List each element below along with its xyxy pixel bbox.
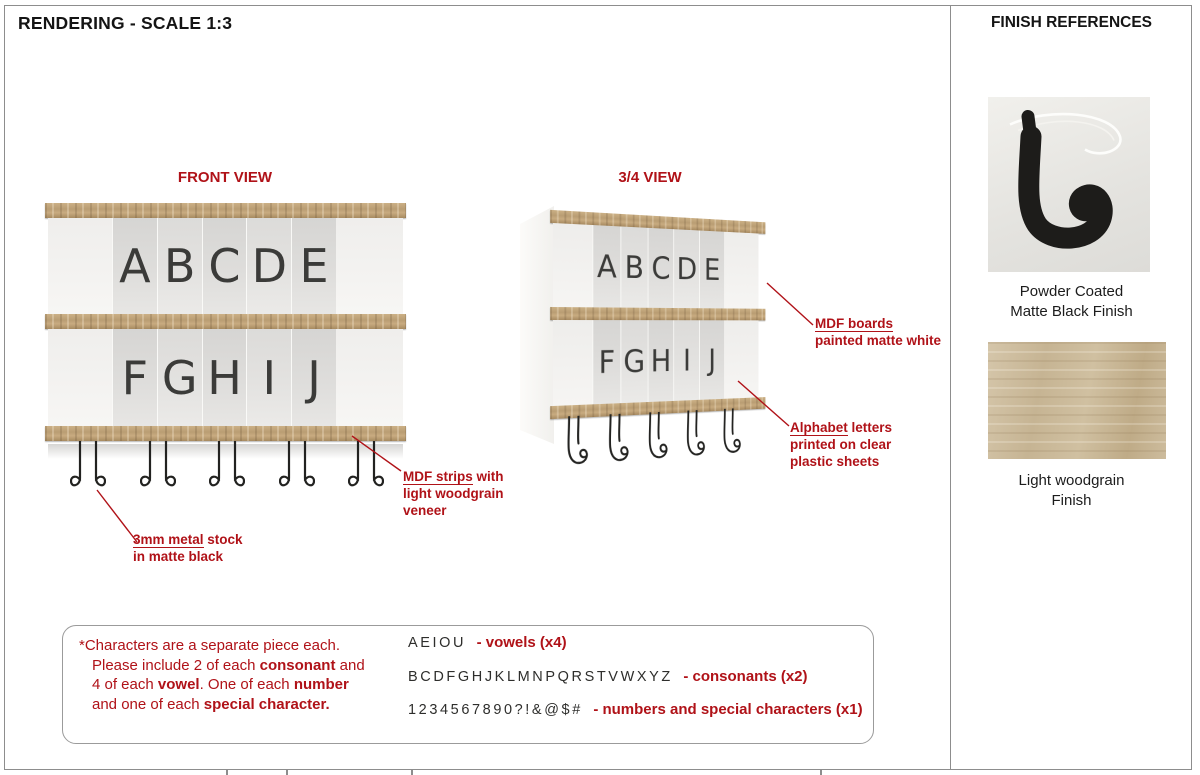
hook-icon bbox=[140, 441, 176, 495]
tile-letter: B bbox=[163, 239, 196, 293]
notes-line: 4 of each bbox=[92, 676, 158, 693]
letter-tile bbox=[246, 329, 291, 426]
hook-icon bbox=[604, 413, 631, 471]
caption-line: Finish bbox=[1051, 492, 1092, 509]
tq-letter-row-2 bbox=[553, 320, 758, 406]
annotation-text: plastic sheets bbox=[790, 454, 880, 469]
hook-icon bbox=[719, 408, 743, 462]
front-letter-row-1 bbox=[48, 218, 403, 314]
char-key-numbers bbox=[408, 701, 863, 719]
hook-icon bbox=[279, 441, 315, 495]
notes-bold: special character. bbox=[203, 695, 330, 713]
annotation-underlined: MDF strips bbox=[403, 469, 473, 484]
wood-strip-bottom bbox=[45, 426, 406, 441]
char-set: AEIOU bbox=[408, 635, 467, 651]
char-key-vowels bbox=[408, 634, 567, 652]
annotation-alphabet-letters bbox=[790, 419, 892, 470]
letter-tile bbox=[620, 320, 647, 403]
annotation-mdf-strips bbox=[403, 468, 504, 519]
notes-text bbox=[79, 636, 392, 714]
tile-letter: A bbox=[596, 247, 617, 286]
letter-tile bbox=[699, 230, 724, 308]
finish-caption-woodgrain bbox=[955, 471, 1188, 511]
hook-icon bbox=[563, 415, 591, 474]
table-tick bbox=[286, 769, 288, 775]
tq-letter-row-1 bbox=[553, 223, 758, 309]
tile-letter: G bbox=[161, 350, 198, 405]
annotation-underlined: Alphabet bbox=[790, 420, 848, 435]
letter-tile bbox=[647, 320, 673, 402]
tile-letter: I bbox=[682, 342, 691, 379]
tile-letter: J bbox=[307, 350, 321, 405]
char-set: 1234567890?!&@$# bbox=[408, 702, 583, 718]
annotation-text: in matte black bbox=[133, 549, 224, 564]
annotation-underlined: MDF boards bbox=[815, 316, 894, 331]
char-set-label: - numbers and special characters (x1) bbox=[593, 701, 863, 718]
annotation-mdf-boards bbox=[815, 315, 941, 349]
letter-tile bbox=[291, 329, 336, 426]
char-set-label: - vowels (x4) bbox=[476, 634, 567, 651]
letter-tile bbox=[647, 228, 673, 308]
notes-bold: vowel bbox=[157, 676, 200, 693]
letter-tile bbox=[592, 320, 620, 404]
letter-tile bbox=[157, 218, 202, 314]
notes-line: and one of each bbox=[92, 695, 204, 713]
char-set-label: - consonants (x2) bbox=[683, 668, 808, 685]
wood-strip-middle bbox=[550, 307, 765, 320]
letter-tile bbox=[202, 218, 247, 314]
char-set: BCDFGHJKLMNPQRSTVWXYZ bbox=[408, 669, 673, 685]
tile-letter: H bbox=[650, 342, 672, 380]
hook-icon bbox=[348, 441, 384, 495]
notes-line: and bbox=[335, 656, 365, 674]
letter-tile bbox=[157, 329, 202, 426]
hook-icon bbox=[209, 441, 245, 495]
three-quarter-view-label: 3/4 VIEW bbox=[618, 169, 682, 186]
table-tick bbox=[411, 769, 413, 775]
tile-letter: H bbox=[207, 350, 242, 405]
annotation-text: veneer bbox=[403, 503, 447, 518]
tile-letter: C bbox=[651, 249, 671, 287]
letter-tile bbox=[291, 218, 336, 314]
tile-letter: A bbox=[119, 239, 151, 293]
front-view-label: FRONT VIEW bbox=[177, 169, 273, 186]
tile-letter: F bbox=[598, 343, 616, 381]
letter-tile bbox=[112, 329, 157, 426]
page-title: RENDERING - SCALE 1:3 bbox=[18, 13, 233, 33]
table-tick bbox=[226, 769, 228, 775]
tile-letter: E bbox=[703, 251, 721, 288]
annotation-text: with bbox=[472, 469, 504, 484]
letter-tile bbox=[674, 229, 700, 308]
hook-icon bbox=[70, 441, 106, 495]
table-tick bbox=[820, 769, 822, 775]
tile-letter: D bbox=[251, 239, 287, 293]
woodgrain-finish-swatch bbox=[988, 342, 1166, 459]
caption-line: Light woodgrain bbox=[1018, 472, 1125, 489]
letter-tile bbox=[592, 225, 620, 308]
hook-finish-photo bbox=[988, 97, 1150, 272]
annotation-text: letters bbox=[847, 420, 893, 435]
annotation-metal-stock bbox=[133, 531, 243, 565]
finish-caption-black bbox=[955, 282, 1188, 322]
notes-line: Please include 2 of each bbox=[92, 656, 260, 674]
finish-panel-title: FINISH REFERENCES bbox=[990, 14, 1153, 31]
notes-bold: consonant bbox=[259, 656, 336, 674]
front-letter-row-2 bbox=[48, 329, 403, 426]
tile-letter: F bbox=[121, 350, 149, 405]
hook-icon bbox=[683, 410, 708, 465]
letter-tile bbox=[112, 218, 157, 314]
notes-line: *Characters are a separate piece each. bbox=[79, 637, 340, 654]
letter-tile bbox=[674, 320, 700, 401]
tile-letter: B bbox=[624, 248, 644, 286]
tile-letter: G bbox=[623, 343, 646, 380]
letter-tile bbox=[699, 320, 724, 400]
black-hook-icon bbox=[988, 97, 1150, 272]
annotation-text: painted matte white bbox=[815, 333, 942, 348]
notes-line: . One of each bbox=[199, 676, 294, 693]
tile-letter: C bbox=[208, 239, 241, 293]
front-view-render bbox=[48, 203, 403, 441]
letter-tile bbox=[246, 218, 291, 314]
tile-letter: D bbox=[676, 250, 698, 287]
caption-line: Matte Black Finish bbox=[1010, 303, 1133, 320]
annotation-text: light woodgrain bbox=[403, 486, 504, 501]
annotation-text: printed on clear bbox=[790, 437, 892, 452]
letter-tile bbox=[620, 226, 647, 307]
letter-tile bbox=[202, 329, 247, 426]
tile-letter: I bbox=[262, 350, 277, 405]
three-quarter-view-render bbox=[553, 210, 758, 480]
wood-strip-top bbox=[45, 203, 406, 218]
notes-bold: number bbox=[293, 676, 349, 693]
annotation-underlined: 3mm metal bbox=[133, 532, 204, 547]
tile-letter: J bbox=[708, 342, 716, 378]
hook-icon bbox=[644, 411, 670, 468]
board-side-face bbox=[520, 206, 554, 452]
panel-divider bbox=[950, 5, 951, 770]
wood-strip-middle bbox=[45, 314, 406, 329]
annotation-text: stock bbox=[203, 532, 243, 547]
char-key-consonants bbox=[408, 668, 808, 686]
tile-letter: E bbox=[299, 239, 329, 293]
caption-line: Powder Coated bbox=[1019, 283, 1124, 300]
